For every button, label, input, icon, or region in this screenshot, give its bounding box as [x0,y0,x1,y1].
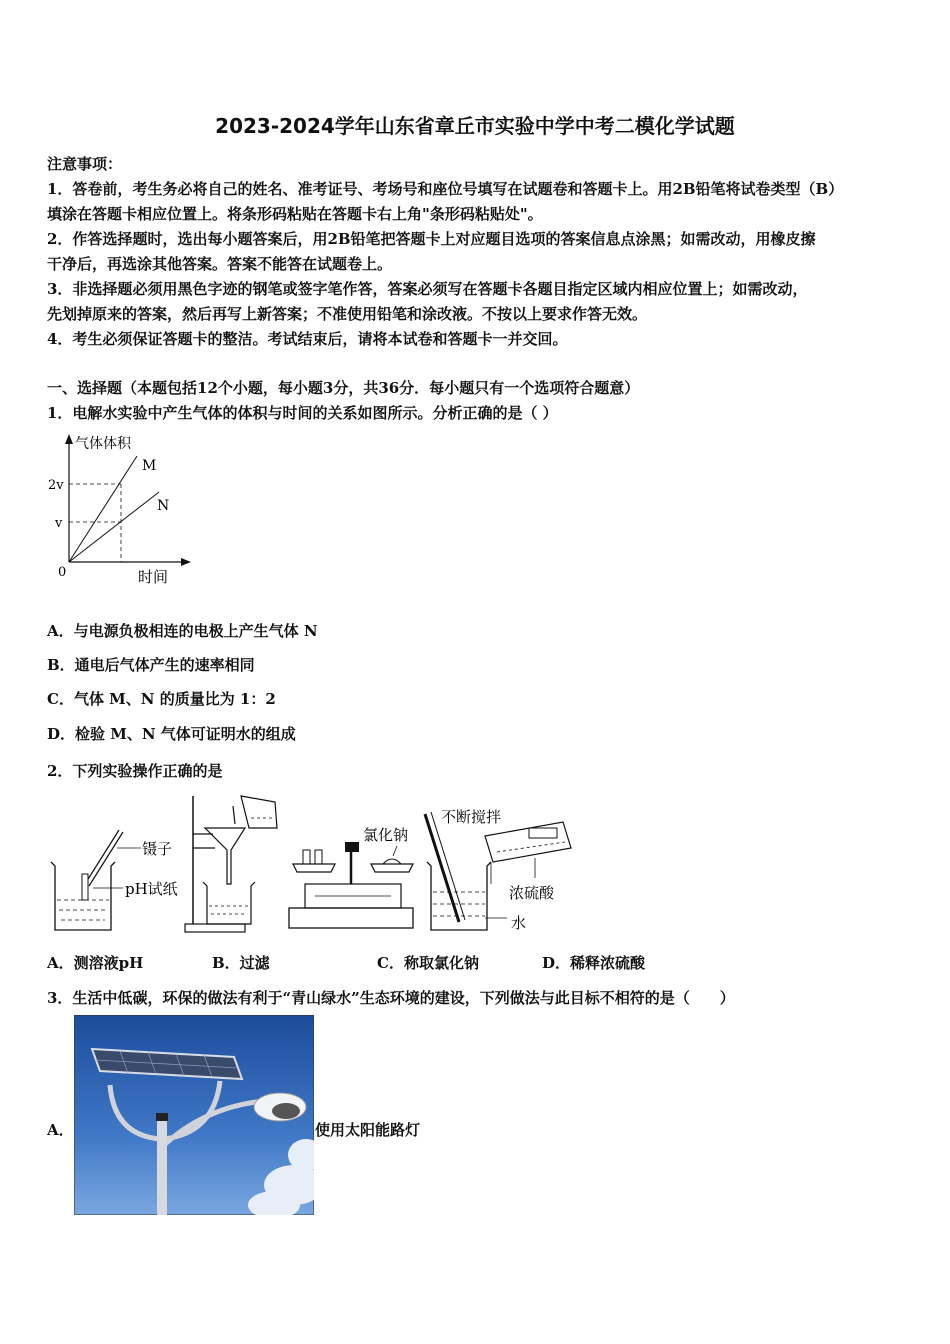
question-3-option-a-text[interactable]: 使用太阳能路灯 [315,1121,421,1139]
label-nacl: 氯化钠 [363,826,409,844]
x-axis-label: 时间 [138,568,169,586]
page-title: 2023-2024学年山东省章丘市实验中学中考二模化学试题 [215,114,735,138]
question-1-option-c[interactable]: C．气体 M、N 的质量比为 1：2 [47,690,276,708]
y-axis-label: 气体体积 [75,436,131,452]
label-n: N [157,498,170,514]
x-axis-arrow [181,558,191,566]
question-1-option-a[interactable]: A．与电源负极相连的电极上产生气体 N [47,622,318,640]
label-stir: 不断搅拌 [441,808,502,826]
question-3-option-a-letter[interactable]: A． [47,1121,74,1139]
label-m: M [142,458,157,474]
notice-heading: 注意事项： [47,155,123,173]
label-water: 水 [511,914,527,932]
notice-line: 干净后，再选涂其他答案。答案不能答在试题卷上。 [47,255,393,273]
filtration-apparatus [185,796,277,932]
label-ph-paper: pH试纸 [125,880,178,898]
origin-label: 0 [58,565,67,580]
question-1-option-d[interactable]: D．检验 M、N 气体可证明水的组成 [47,725,296,743]
lab-operations-figure [45,788,575,938]
question-2-option-d[interactable]: D．稀释浓硫酸 [542,954,646,972]
lamp-pole [157,1115,167,1215]
question-1-stem: 1．电解水实验中产生气体的体积与时间的关系如图所示。分析正确的是（ ） [47,404,558,422]
question-2-stem: 2．下列实验操作正确的是 [47,762,223,780]
notice-line: 2．作答选择题时，选出每小题答案后，用2B铅笔把答题卡上对应题目选项的答案信息点涂黑；如需改动，用橡皮擦 [47,230,816,248]
dilution-apparatus [425,812,571,930]
line-n [69,492,159,562]
question-2-option-c[interactable]: C．称取氯化钠 [377,954,479,972]
label-tweezers: 镊子 [142,840,173,858]
notice-line: 1．答卷前，考生务必将自己的姓名、准考证号、考场号和座位号填写在试题卷和答题卡上。用2B铅笔将试卷类型（B） [47,180,844,198]
question-2-option-b[interactable]: B．过滤 [212,954,270,972]
section-heading: 一、选择题（本题包括12个小题，每小题3分，共36分．每小题只有一个选项符合题意） [47,379,640,397]
notice-line: 填涂在答题卡相应位置上。将条形码粘贴在答题卡右上角"条形码粘贴处"。 [47,205,543,223]
electrolysis-volume-graph [45,432,205,592]
question-1-option-b[interactable]: B．通电后气体产生的速率相同 [47,656,255,674]
question-3-stem: 3．生活中低碳，环保的做法有利于“青山绿水”生态环境的建设，下列做法与此目标不相符的是（ ） [47,989,735,1007]
notice-line: 3．非选择题必须用黑色字迹的钢笔或签字笔作答，答案必须写在答题卡各题目指定区域内相应位置上；如需改动， [47,280,808,298]
notice-line: 4．考生必须保证答题卡的整洁。考试结束后，请将本试卷和答题卡一并交回。 [47,330,568,348]
tick-v: v [55,516,63,531]
solar-street-lamp-photo [74,1015,314,1215]
tick-2v: 2v [48,478,64,493]
label-conc-acid: 浓硫酸 [509,884,555,902]
question-2-option-a[interactable]: A．测溶液pH [47,954,144,972]
line-m [69,456,137,562]
balance-apparatus [289,842,413,928]
y-axis-arrow [65,434,73,444]
notice-line: 先划掉原来的答案，然后再写上新答案；不准使用铅笔和涂改液。不按以上要求作答无效。 [47,305,648,323]
